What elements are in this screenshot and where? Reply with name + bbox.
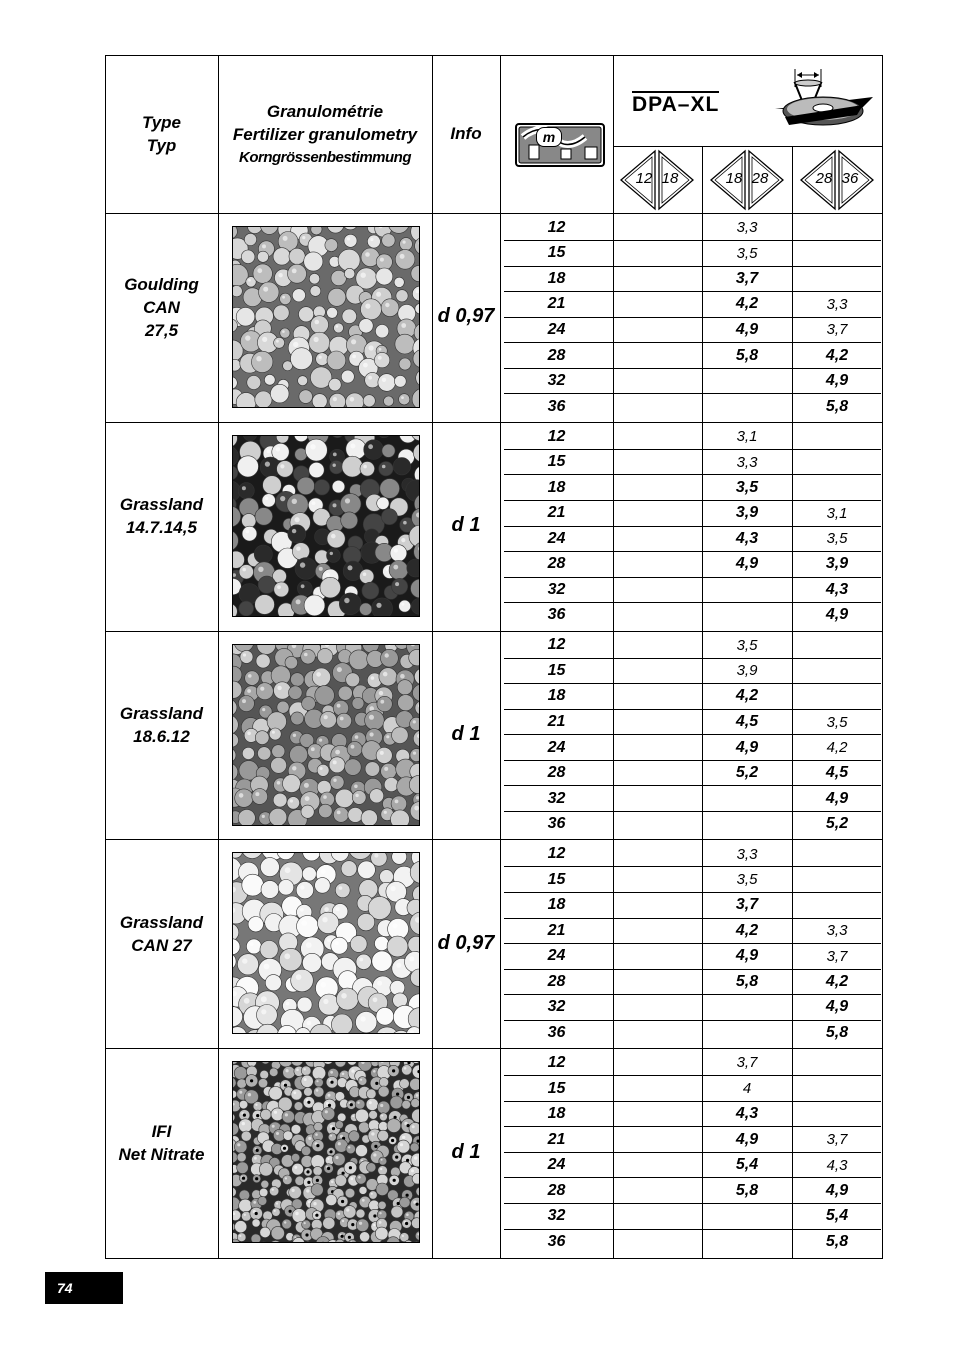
setting-18-28: 4,3 [735, 529, 759, 547]
range-to: 28 [751, 170, 769, 187]
header-type-line: Typ [146, 136, 177, 155]
setting-12-18 [613, 1020, 702, 1046]
setting-28-36: 3,7 [826, 947, 848, 965]
fertilizer-type-line: 14.7.14,5 [126, 518, 197, 538]
working-width: 12 [547, 1053, 566, 1071]
setting-12-18 [613, 577, 702, 603]
setting-18-28: 5,8 [735, 972, 759, 990]
setting-12-18 [613, 343, 702, 369]
setting-12-18 [613, 292, 702, 318]
setting-28-36 [792, 1050, 882, 1076]
setting-18-28: 4,9 [735, 555, 759, 573]
setting-28-36 [792, 475, 882, 501]
setting-28-36 [792, 893, 882, 919]
setting-28-36 [792, 1076, 882, 1102]
setting-18-28: 4,9 [735, 320, 759, 338]
fertilizer-type-line: Net Nitrate [118, 1144, 205, 1164]
setting-28-36 [792, 867, 882, 893]
working-width: 18 [547, 687, 566, 705]
setting-28-36: 3,3 [826, 295, 848, 313]
density-info: d 0,97 [437, 931, 495, 954]
setting-12-18 [613, 1178, 702, 1204]
fertilizer-type-line: Grassland [119, 495, 204, 515]
range-to: 36 [841, 170, 859, 187]
working-width: 18 [547, 1105, 566, 1123]
working-width: 36 [547, 815, 566, 833]
setting-18-28 [702, 394, 792, 420]
setting-12-18 [613, 241, 702, 267]
setting-12-18 [613, 1101, 702, 1127]
machine-icon-letter: m [536, 127, 562, 147]
setting-28-36 [792, 241, 882, 267]
setting-12-18 [613, 1152, 702, 1178]
setting-28-36: 3,7 [826, 321, 848, 339]
setting-28-36 [792, 658, 882, 684]
setting-18-28: 5,2 [735, 764, 759, 782]
range-from: 12 [635, 170, 653, 187]
setting-12-18 [613, 552, 702, 578]
setting-28-36 [792, 424, 882, 450]
setting-28-36: 4,3 [826, 1156, 848, 1174]
product-title: DPA–XL [632, 93, 720, 116]
setting-12-18 [613, 266, 702, 292]
setting-18-28: 4,9 [735, 1130, 759, 1148]
setting-12-18 [613, 658, 702, 684]
fertilizer-granule-photo [232, 1061, 420, 1243]
setting-28-36: 4,2 [825, 346, 849, 364]
working-width: 12 [547, 427, 566, 445]
fertilizer-type [105, 213, 218, 402]
working-width: 21 [547, 713, 566, 730]
setting-12-18 [613, 684, 702, 710]
working-width: 12 [547, 636, 566, 654]
working-width: 36 [547, 606, 566, 624]
working-width: 32 [547, 998, 566, 1016]
working-width: 32 [547, 372, 566, 390]
setting-28-36 [792, 633, 882, 659]
setting-12-18 [613, 424, 702, 450]
setting-18-28 [702, 811, 792, 837]
setting-28-36: 3,5 [826, 713, 848, 731]
working-width: 21 [547, 921, 566, 939]
header-granulometry-line: Korngrössenbestimmung [238, 148, 412, 166]
working-width: 18 [547, 269, 566, 287]
fertilizer-type-line: Grassland [119, 912, 204, 932]
header-divider [613, 146, 882, 147]
setting-28-36: 3,7 [826, 1131, 848, 1149]
setting-18-28: 4,3 [735, 1105, 759, 1123]
setting-12-18 [613, 1204, 702, 1230]
setting-18-28: 5,4 [735, 1156, 759, 1174]
working-width: 24 [547, 1156, 566, 1174]
setting-28-36 [792, 449, 882, 475]
setting-18-28 [702, 577, 792, 603]
setting-28-36: 4,9 [825, 1181, 849, 1199]
header-granulometry [218, 55, 432, 213]
setting-28-36 [792, 841, 882, 867]
working-width: 21 [547, 1130, 566, 1148]
setting-18-28: 3,5 [736, 244, 758, 262]
header-type [105, 55, 218, 213]
header-granulometry-line: Granulométrie [266, 101, 384, 121]
fertilizer-type [105, 631, 218, 820]
density-info: d 1 [451, 1140, 481, 1163]
setting-18-28 [702, 995, 792, 1021]
fertilizer-type [105, 839, 218, 1028]
setting-12-18 [613, 1076, 702, 1102]
working-width: 15 [547, 870, 566, 888]
working-width: 15 [547, 453, 566, 471]
fertilizer-granule-photo [232, 435, 420, 617]
setting-28-36 [792, 266, 882, 292]
header-type-line: Type [141, 113, 182, 132]
working-width: 24 [547, 738, 566, 756]
setting-12-18 [613, 735, 702, 761]
setting-18-28: 3,9 [736, 662, 758, 680]
working-width: 18 [547, 896, 566, 914]
working-width: 28 [547, 972, 566, 990]
setting-12-18 [613, 526, 702, 552]
setting-12-18 [613, 995, 702, 1021]
setting-12-18 [613, 394, 702, 420]
setting-18-28: 4,2 [735, 687, 759, 705]
fertilizer-type-line: IFI [151, 1121, 172, 1141]
working-width: 32 [547, 789, 566, 807]
setting-28-36: 4,3 [825, 580, 849, 598]
setting-28-36: 4,9 [825, 372, 849, 390]
fertilizer-type [105, 1048, 218, 1237]
range-to: 18 [661, 170, 679, 187]
working-width: 28 [547, 764, 566, 782]
setting-12-18 [613, 918, 702, 944]
range-chevron-28-36 [799, 149, 875, 211]
setting-18-28: 4,5 [735, 713, 759, 730]
fertilizer-granule-photo [232, 226, 420, 408]
working-width: 36 [547, 1232, 566, 1250]
working-width: 21 [547, 504, 566, 522]
setting-28-36 [792, 215, 882, 241]
setting-28-36: 4,9 [825, 998, 849, 1016]
working-width: 12 [547, 845, 566, 863]
working-width: 15 [547, 244, 566, 262]
working-width: 28 [547, 346, 566, 364]
working-width: 24 [547, 529, 566, 547]
setting-28-36: 4,9 [825, 789, 849, 807]
setting-18-28: 3,7 [735, 269, 759, 287]
setting-12-18 [613, 603, 702, 629]
setting-12-18 [613, 1050, 702, 1076]
working-width: 12 [547, 218, 566, 236]
setting-12-18 [613, 786, 702, 812]
setting-28-36 [792, 684, 882, 710]
fertilizer-type-line: Goulding [124, 274, 199, 294]
working-width: 32 [547, 1207, 566, 1225]
working-width: 28 [547, 555, 566, 573]
setting-18-28: 5,8 [735, 1181, 759, 1199]
range-from: 28 [815, 170, 833, 187]
setting-28-36: 4,5 [825, 764, 849, 782]
setting-12-18 [613, 449, 702, 475]
range-chevron-12-18 [619, 149, 695, 211]
setting-18-28: 4,9 [735, 738, 759, 756]
setting-28-36: 5,4 [825, 1207, 849, 1225]
setting-18-28: 3,9 [735, 504, 759, 522]
setting-18-28: 3,7 [736, 1054, 758, 1072]
fertilizer-type-line: CAN 27 [131, 935, 192, 955]
setting-28-36: 4,2 [826, 739, 848, 757]
setting-28-36: 3,9 [825, 555, 849, 573]
setting-12-18 [613, 709, 702, 735]
working-width: 15 [547, 661, 566, 679]
setting-18-28: 3,3 [736, 845, 758, 863]
setting-18-28: 3,3 [736, 219, 758, 237]
setting-18-28: 3,5 [736, 636, 758, 654]
fertilizer-type-line: Grassland [119, 703, 204, 723]
setting-18-28: 3,3 [736, 453, 758, 471]
setting-18-28: 3,7 [735, 896, 759, 914]
setting-12-18 [613, 1229, 702, 1255]
setting-18-28: 3,1 [736, 428, 758, 446]
fertilizer-type-line: CAN [143, 297, 180, 317]
setting-18-28: 5,8 [735, 346, 759, 364]
setting-18-28 [702, 1229, 792, 1255]
fertilizer-type [105, 422, 218, 611]
setting-12-18 [613, 969, 702, 995]
setting-28-36: 5,8 [825, 1232, 849, 1250]
setting-18-28 [702, 603, 792, 629]
setting-12-18 [613, 368, 702, 394]
setting-12-18 [613, 1127, 702, 1153]
setting-12-18 [613, 633, 702, 659]
density-info: d 0,97 [437, 305, 495, 328]
density-info: d 1 [451, 722, 481, 745]
setting-28-36: 3,3 [826, 922, 848, 940]
column-divider [218, 55, 219, 1258]
working-width: 24 [547, 320, 566, 338]
spreading-disc-icon [773, 65, 875, 137]
setting-28-36: 5,2 [825, 815, 849, 833]
setting-18-28: 4,2 [735, 295, 759, 313]
setting-18-28: 4 [742, 1080, 752, 1097]
header-granulometry-line: Fertilizer granulometry [232, 124, 418, 144]
working-width: 15 [547, 1079, 566, 1097]
setting-12-18 [613, 893, 702, 919]
setting-12-18 [613, 867, 702, 893]
fertilizer-granule-photo [232, 644, 420, 826]
setting-28-36 [792, 1101, 882, 1127]
range-from: 18 [725, 170, 743, 187]
setting-28-36: 5,8 [825, 1024, 849, 1041]
working-width: 36 [547, 397, 566, 415]
setting-18-28: 3,5 [735, 478, 759, 496]
setting-18-28 [702, 1020, 792, 1046]
setting-12-18 [613, 500, 702, 526]
dosage-table [105, 55, 883, 1259]
setting-12-18 [613, 475, 702, 501]
setting-18-28 [702, 786, 792, 812]
setting-12-18 [613, 811, 702, 837]
setting-28-36: 5,8 [825, 397, 849, 415]
setting-12-18 [613, 215, 702, 241]
setting-18-28: 3,5 [736, 871, 758, 889]
header-info: Info [450, 124, 482, 143]
setting-28-36: 4,9 [825, 606, 849, 624]
setting-12-18 [613, 760, 702, 786]
working-width: 32 [547, 580, 566, 598]
setting-28-36: 4,2 [825, 972, 849, 990]
setting-12-18 [613, 944, 702, 970]
setting-28-36: 3,5 [826, 530, 848, 548]
working-width: 24 [547, 947, 566, 965]
setting-18-28 [702, 1204, 792, 1230]
working-width: 18 [547, 478, 566, 496]
working-width: 36 [547, 1024, 566, 1041]
working-width: 21 [547, 295, 566, 313]
setting-18-28 [702, 368, 792, 394]
setting-28-36: 3,1 [826, 504, 848, 522]
working-width: 28 [547, 1181, 566, 1199]
setting-18-28: 4,2 [735, 921, 759, 939]
range-chevron-18-28 [709, 149, 785, 211]
setting-12-18 [613, 841, 702, 867]
setting-18-28: 4,9 [735, 947, 759, 965]
fertilizer-type-line: 18.6.12 [133, 726, 190, 746]
setting-12-18 [613, 317, 702, 343]
density-info: d 1 [451, 514, 481, 537]
fertilizer-granule-photo [232, 852, 420, 1034]
page-number: 74 [45, 1272, 123, 1304]
fertilizer-type-line: 27,5 [144, 320, 179, 340]
